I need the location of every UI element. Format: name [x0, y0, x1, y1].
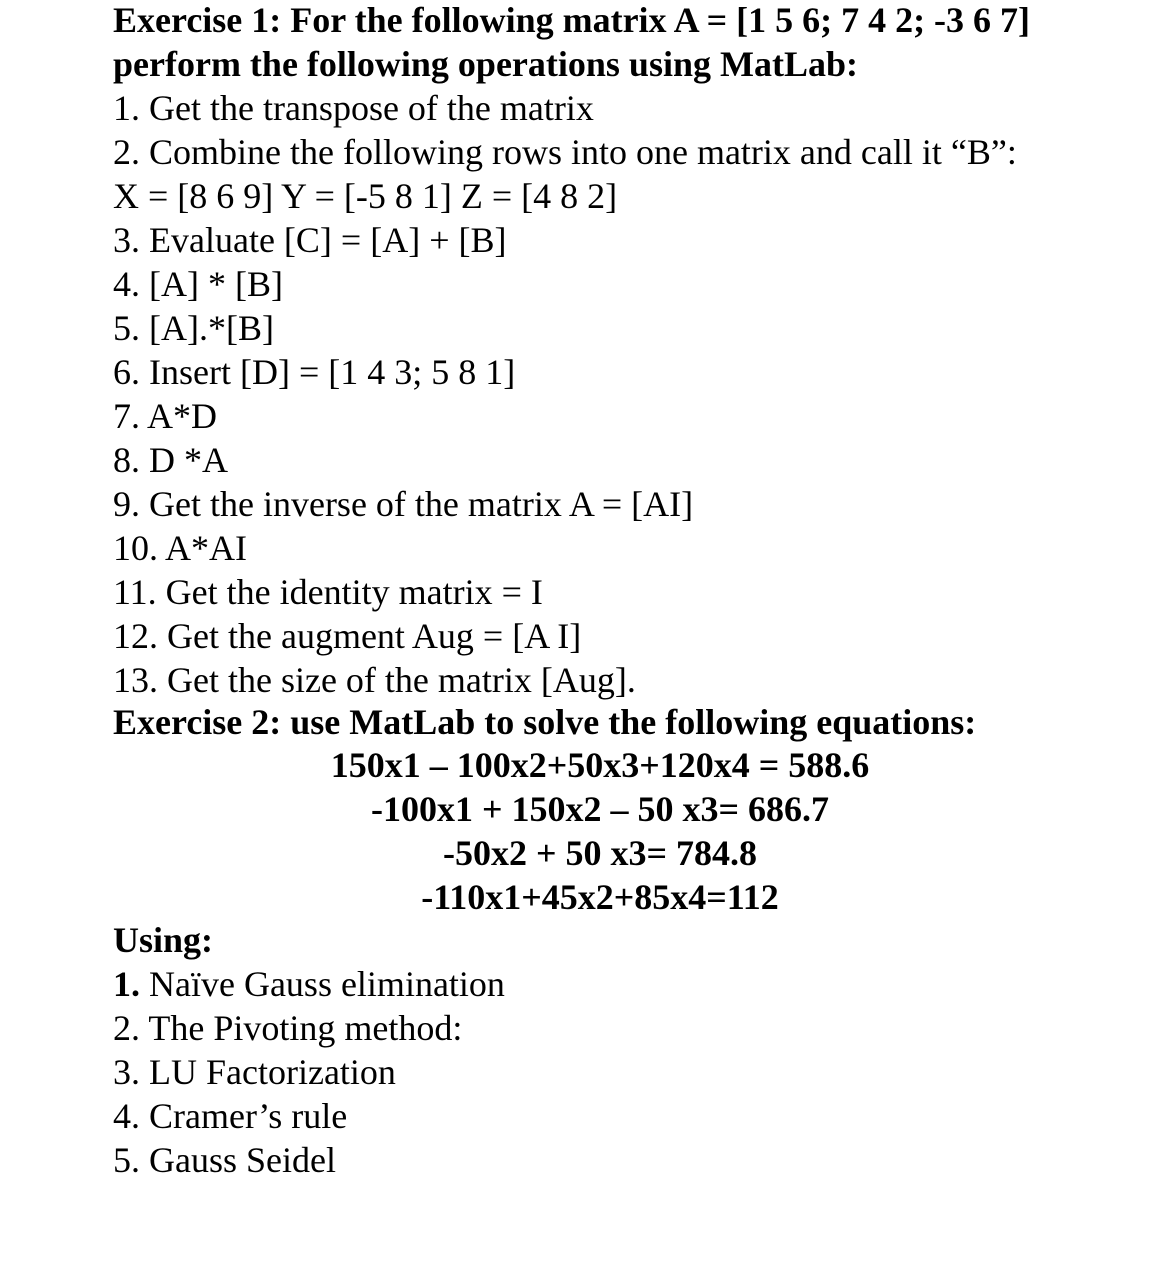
- method-3: [113, 1050, 396, 1094]
- method-1: [113, 962, 505, 1006]
- exercise1-item-1: 1. Get the transpose of the matrix: [113, 88, 594, 128]
- method-1-number: 1.: [113, 964, 140, 1004]
- exercise1-item-11: 11. Get the identity matrix = I: [113, 572, 543, 612]
- exercise1-item-2: 2. Combine the following rows into one matrix and call it “B”:: [113, 132, 1017, 172]
- method-2: [113, 1006, 462, 1050]
- method-5: [113, 1138, 336, 1182]
- exercise1-item-10: 10. A*AI: [113, 528, 247, 568]
- method-4-label: Cramer’s rule: [149, 1096, 348, 1136]
- exercise1-item-6: 6. Insert [D] = [1 4 3; 5 8 1]: [113, 352, 516, 392]
- method-5-label: Gauss Seidel: [149, 1140, 336, 1180]
- exercise1-item-2-rows: X = [8 6 9] Y = [-5 8 1] Z = [4 8 2]: [113, 176, 618, 216]
- equation-2: -100x1 + 150x2 – 50 x3= 686.7: [370, 789, 829, 829]
- method-3-number: 3.: [113, 1052, 140, 1092]
- method-3-label: LU Factorization: [149, 1052, 396, 1092]
- exercise1-item-8: 8. D *A: [113, 440, 228, 480]
- method-4: [113, 1094, 347, 1138]
- equation-4: -110x1+45x2+85x4=112: [421, 877, 779, 917]
- exercise1-heading-continued: perform the following operations using MatLab:: [113, 44, 858, 84]
- method-5-number: 5.: [113, 1140, 140, 1180]
- method-4-number: 4.: [113, 1096, 140, 1136]
- using-label: Using:: [113, 920, 214, 960]
- exercise1-item-12: 12. Get the augment Aug = [A I]: [113, 616, 582, 656]
- exercise2-heading: Exercise 2: use MatLab to solve the following equations:: [113, 702, 977, 742]
- equation-1: 150x1 – 100x2+50x3+120x4 = 588.6: [330, 745, 870, 785]
- exercise1-heading: Exercise 1: For the following matrix A = [1 5 6; 7 4 2; -3 6 7]: [113, 0, 1031, 40]
- method-2-number: 2.: [113, 1008, 140, 1048]
- exercise1-item-13: 13. Get the size of the matrix [Aug].: [113, 660, 636, 700]
- exercise1-item-9: 9. Get the inverse of the matrix A = [AI]: [113, 484, 694, 524]
- equation-3: -50x2 + 50 x3= 784.8: [442, 833, 757, 873]
- exercise1-item-5: 5. [A].*[B]: [113, 308, 274, 348]
- method-1-label: Naïve Gauss elimination: [149, 964, 505, 1004]
- exercise1-item-4: 4. [A] * [B]: [113, 264, 283, 304]
- method-2-label: The Pivoting method:: [148, 1008, 463, 1048]
- exercise1-item-3: 3. Evaluate [C] = [A] + [B]: [113, 220, 507, 260]
- exercise1-item-7: 7. A*D: [113, 396, 218, 436]
